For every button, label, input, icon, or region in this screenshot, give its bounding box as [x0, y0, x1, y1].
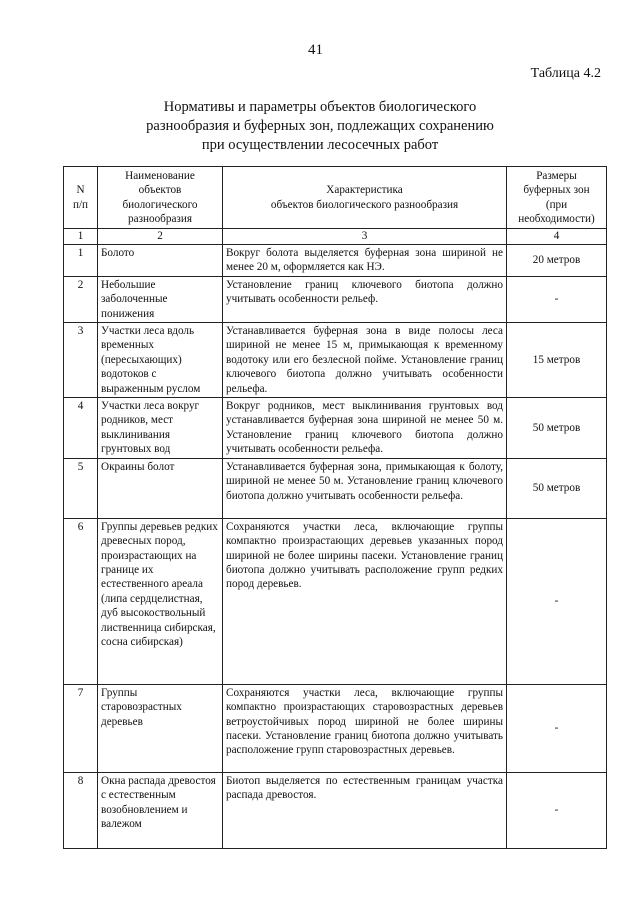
header-line: N	[76, 184, 85, 197]
title-line: разнообразия и буферных зон, подлежащих сохранению	[146, 118, 494, 134]
header-line: объектов	[138, 184, 182, 197]
object-description: Установление границ ключевого биотопа должно учитывать особенности рельеф.	[223, 276, 507, 322]
table-row	[64, 772, 607, 848]
column-number-row	[64, 229, 607, 245]
buffer-size: -	[507, 518, 607, 684]
table-title	[60, 98, 580, 155]
object-name: Небольшие заболоченные понижения	[98, 276, 223, 322]
object-description: Устанавливается буферная зона, примыкающая к болоту, шириной не менее 50 м. Установление границ ключевого биотопа должно учитывать особенности рельефа.	[223, 458, 507, 518]
object-name: Окна распада древостоя с естественным возобновлением и валежом	[98, 772, 223, 848]
header-line: объектов биологического разнообразия	[270, 198, 459, 211]
table-label: Таблица 4.2	[530, 66, 601, 81]
object-description: Биотоп выделяется по естественным границам участка распада древостоя.	[223, 772, 507, 848]
header-n	[64, 167, 98, 229]
page-number: 41	[308, 42, 323, 58]
object-name: Участки леса вокруг родников, мест выклинивания грунтовых вод	[98, 398, 223, 459]
column-number: 4	[507, 229, 607, 245]
buffer-size: -	[507, 772, 607, 848]
object-name: Болото	[98, 245, 223, 277]
header-line: (при	[545, 198, 568, 211]
row-number: 7	[64, 684, 98, 772]
table-row	[64, 518, 607, 684]
column-number: 3	[223, 229, 507, 245]
header-row	[64, 167, 607, 229]
header-size	[507, 167, 607, 229]
buffer-size: 50 метров	[507, 458, 607, 518]
header-line: Характеристика	[326, 184, 403, 197]
table-row	[64, 323, 607, 398]
buffer-size: -	[507, 684, 607, 772]
row-number: 3	[64, 323, 98, 398]
header-desc	[223, 167, 507, 229]
table-row	[64, 684, 607, 772]
object-name: Группы деревьев редких древесных пород, произрастающих на границе их естественного ареала (липа сердцелистная, дуб высокоствольный лиственница сибирская, сосна сибирская)	[98, 518, 223, 684]
title-line: Нормативы и параметры объектов биологического	[163, 99, 477, 115]
header-line: разнообразия	[128, 212, 192, 225]
buffer-size: 20 метров	[507, 245, 607, 277]
buffer-size: 50 метров	[507, 398, 607, 459]
object-description: Устанавливается буферная зона в виде полосы леса шириной не менее 15 м, примыкающая к временному водотоку или его безлесной пойме. Установление границ ключевого биотопа должно учитывать особенности рельефа.	[223, 323, 507, 398]
object-name: Группы старовозрастных деревьев	[98, 684, 223, 772]
header-line: необходимости)	[518, 212, 595, 225]
object-description: Вокруг болота выделяется буферная зона шириной не менее 20 м, оформляется как НЭ.	[223, 245, 507, 277]
header-line: биологического	[122, 198, 198, 211]
row-number: 2	[64, 276, 98, 322]
header-line: Наименование	[125, 169, 195, 182]
row-number: 4	[64, 398, 98, 459]
column-number: 1	[64, 229, 98, 245]
object-description: Сохраняются участки леса, включающие группы компактно произрастающих старовозрастных деревьев ветроустойчивых пород шириной не более ширины пасеки. Установление границ биотопа должно учитывать расположение групп старовозрастных деревьев.	[223, 684, 507, 772]
object-description: Вокруг родников, мест выклинивания грунтовых вод устанавливается буферная зона шириной не менее 50 м. Установление границ ключевого биотопа должно учитывать особенности рельефа.	[223, 398, 507, 459]
table-row	[64, 245, 607, 277]
object-description: Сохраняются участки леса, включающие группы компактно произрастающих деревьев указанных пород шириной не более ширины пасеки. Установление границ биотопа должно учитывать расположение групп редких пород деревьев.	[223, 518, 507, 684]
header-line: буферных зон	[523, 184, 590, 197]
header-name	[98, 167, 223, 229]
column-number: 2	[98, 229, 223, 245]
table-row	[64, 458, 607, 518]
header-line: Размеры	[536, 169, 577, 182]
row-number: 8	[64, 772, 98, 848]
biodiversity-table	[63, 166, 607, 849]
buffer-size: -	[507, 276, 607, 322]
buffer-size: 15 метров	[507, 323, 607, 398]
header-line: п/п	[72, 198, 89, 211]
title-line: при осуществлении лесосечных работ	[201, 137, 439, 153]
table-row	[64, 276, 607, 322]
row-number: 6	[64, 518, 98, 684]
table-row	[64, 398, 607, 459]
row-number: 1	[64, 245, 98, 277]
object-name: Окраины болот	[98, 458, 223, 518]
row-number: 5	[64, 458, 98, 518]
object-name: Участки леса вдоль временных (пересыхающих) водотоков с выраженным руслом	[98, 323, 223, 398]
